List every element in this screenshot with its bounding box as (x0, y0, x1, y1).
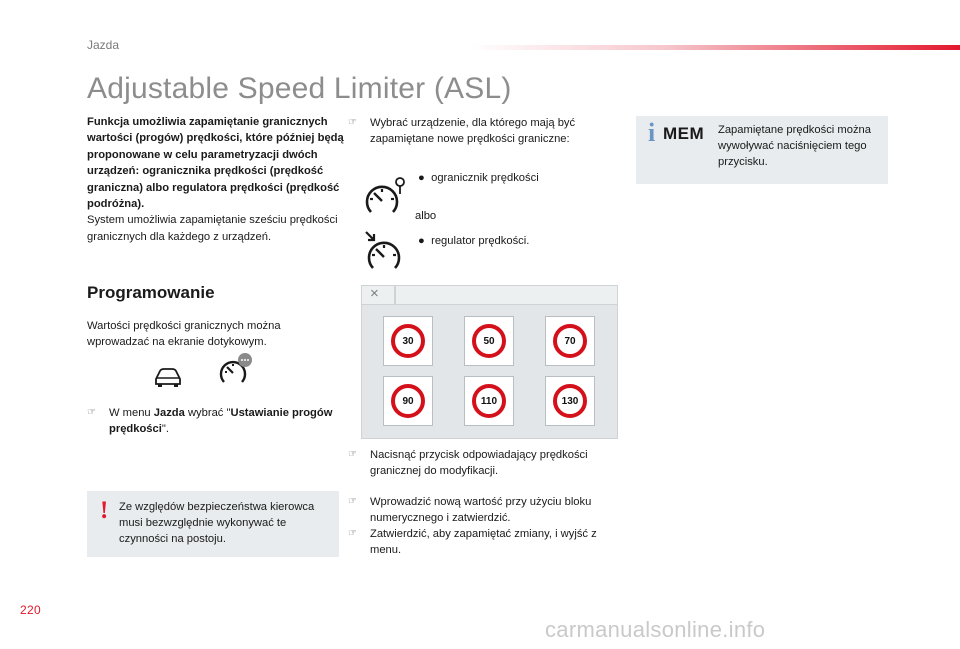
step-bullet-icon: ☞ (348, 117, 357, 128)
info-box (636, 116, 888, 184)
step-option-name: Ustawianie progów prędkości (109, 407, 333, 435)
enter-value-step (348, 494, 620, 526)
confirm-step (348, 526, 600, 558)
step-mid: wybrać " (184, 407, 231, 419)
speedometer-menu-icon (218, 352, 254, 386)
speed-sign: 110 (472, 384, 506, 418)
bullet-dot-icon: ● (418, 235, 425, 247)
speed-preset-button-70[interactable] (545, 316, 595, 366)
speed-preset-button-110[interactable] (464, 376, 514, 426)
limiter-option (418, 170, 539, 186)
intro-bold: Funkcja umożliwia zapamiętanie granicznych wartości (progów) prędkości, które później będą proponowane w celu parametryzacji dwóch urządzeń: ogranicznika prędkości (prędkość graniczna) albo regulatora prędkości (prędkość podróżna). (87, 116, 344, 211)
screen-top-bar (362, 286, 617, 305)
bullet-dot-icon: ● (418, 172, 425, 184)
step1-text: Wybrać urządzenie, dla którego mają być zapamiętane nowe prędkości graniczne: (370, 117, 576, 145)
section-label: Jazda (87, 38, 120, 52)
press-button-step (348, 447, 620, 479)
close-icon[interactable]: × (370, 285, 379, 302)
regulator-option (418, 233, 529, 249)
page-number: 220 (20, 603, 41, 617)
intro-paragraph (87, 114, 349, 245)
speed-sign: 50 (472, 324, 506, 358)
watermark: carmanualsonline.info (545, 617, 766, 642)
or-label: albo (415, 210, 437, 222)
step-bullet-icon: ☞ (87, 407, 96, 418)
speed-sign: 70 (553, 324, 587, 358)
speed-preset-button-50[interactable] (464, 316, 514, 366)
programming-text: Wartości prędkości granicznych można wprowadzać na ekranie dotykowym. (87, 320, 281, 348)
page-title: Adjustable Speed Limiter (ASL) (87, 72, 512, 105)
step-suffix: ". (161, 423, 169, 435)
programming-step (87, 405, 344, 437)
speed-preset-button-30[interactable] (383, 316, 433, 366)
regulator-option-label: regulator prędkości. (431, 235, 530, 247)
step-bullet-icon: ☞ (348, 449, 357, 460)
header-rule (470, 45, 960, 50)
speed-sign: 30 (391, 324, 425, 358)
warning-text: Ze względów bezpieczeństwa kierowca musi bezwzględnie wykonywać te czynności na postoju. (119, 501, 315, 545)
programming-heading: Programowanie (87, 283, 215, 302)
speed-preset-button-90[interactable] (383, 376, 433, 426)
step-prefix: W menu (109, 407, 154, 419)
limiter-option-label: ogranicznik prędkości (431, 172, 539, 184)
intro-normal: System umożliwia zapamiętanie sześciu prędkości granicznych dla każdego z urządzeń. (87, 214, 338, 243)
speed-limiter-icon (364, 174, 410, 216)
speed-sign: 130 (553, 384, 587, 418)
screen-divider (394, 286, 396, 304)
step-menu-name: Jazda (153, 407, 185, 419)
step2-text: Nacisnąć przycisk odpowiadający prędkości granicznej do modyfikacji. (370, 449, 588, 477)
cruise-control-icon (364, 230, 410, 272)
step4-text: Zatwierdzić, aby zapamiętać zmiany, i wyjść z menu. (370, 528, 597, 556)
step-bullet-icon: ☞ (348, 496, 357, 507)
info-icon: i (648, 118, 656, 147)
info-text: Zapamiętane prędkości można wywoływać naciśnięciem tego przycisku. (718, 124, 871, 168)
speed-preset-button-130[interactable] (545, 376, 595, 426)
step-bullet-icon: ☞ (348, 528, 357, 539)
step3-text: Wprowadzić nową wartość przy użyciu bloku numerycznego i zatwierdzić. (370, 496, 592, 524)
mem-button-label: MEM (663, 124, 705, 143)
select-device-step (348, 115, 635, 147)
speed-thresholds-screen (361, 285, 618, 439)
warning-icon: ! (100, 497, 109, 524)
car-icon (153, 366, 183, 388)
speed-sign: 90 (391, 384, 425, 418)
warning-box (87, 491, 339, 557)
